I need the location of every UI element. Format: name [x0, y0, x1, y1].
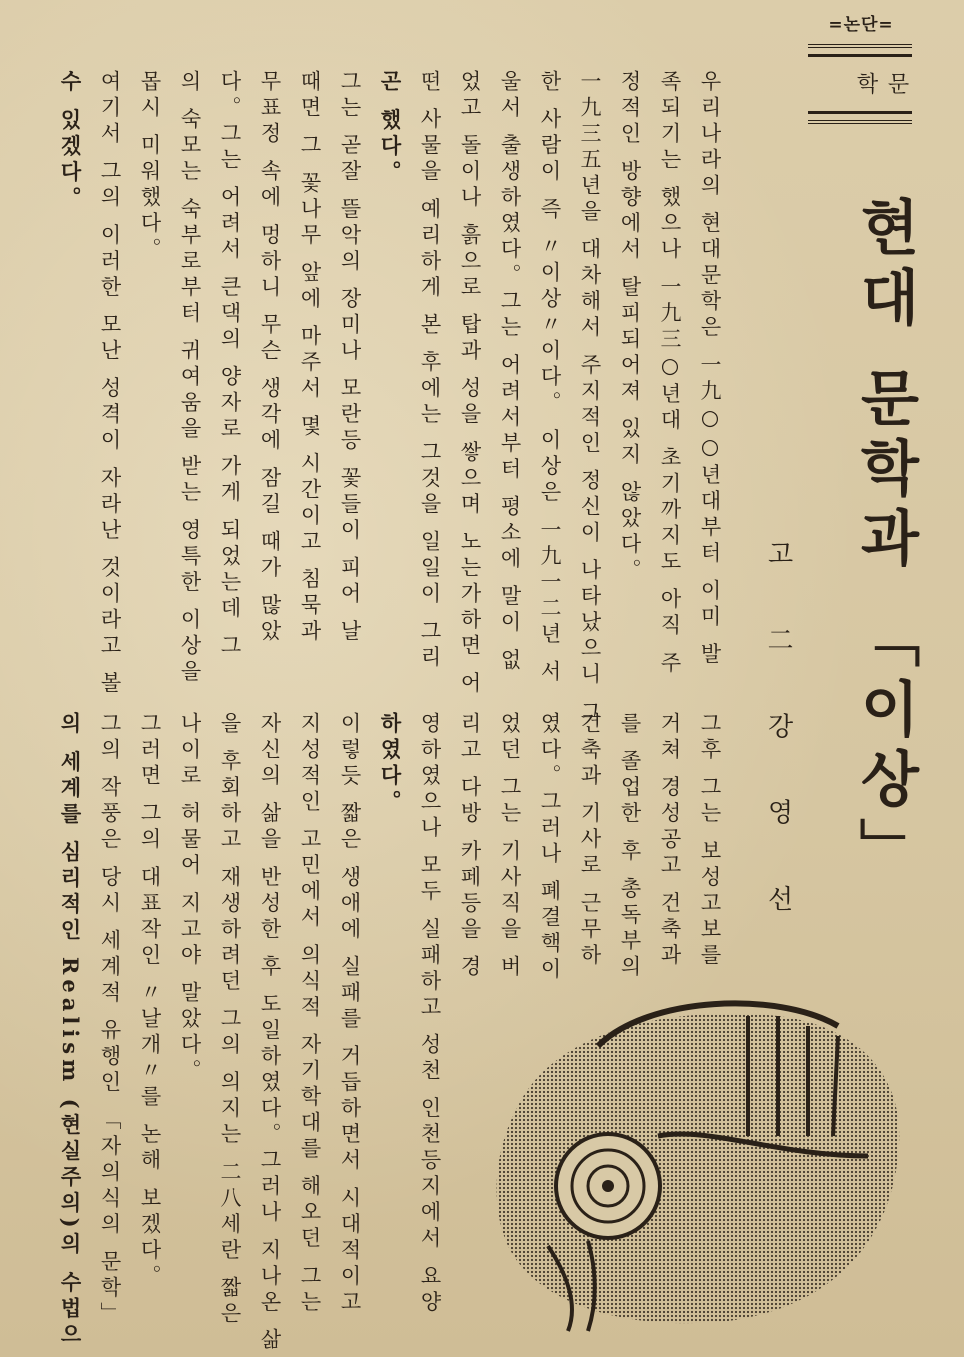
body-column: 무표정 속에 멍하니 무슨 생각에 잠길 때가 많았	[258, 70, 282, 646]
body-column: 었던 그는 기사직을 버	[498, 712, 522, 982]
body-column: 를 졸업한 후 총독부의	[618, 712, 642, 982]
article-author: 고 二 강 영 선	[763, 540, 793, 938]
body-column: 곤 했다。	[378, 70, 403, 187]
body-column: 리고 다방 카페등을 경	[458, 712, 482, 982]
body-column: 거쳐 경성공고 건축과	[658, 712, 682, 970]
body-column: 一九三五년을 대차해서 주지적인 정신이 나타났으니 그	[578, 70, 602, 727]
section-label: 문학	[853, 72, 909, 108]
body-column: 을 후회하고 재생하려던 그의 의지는 二八세란 짧은	[218, 712, 242, 1329]
body-column: 정적인 방향에서 탈피되어져 있지 않았다。	[618, 70, 642, 585]
section-box	[808, 44, 912, 124]
body-column: 하였다。	[378, 712, 403, 816]
body-column: 여기서 그의 이러한 모난 성격이 자라난 것이라고 볼	[98, 70, 122, 698]
body-column: 의 세계를 심리적인 Realism (현실주의)의 수법으	[58, 712, 83, 1349]
body-column: 울서 출생하였다。그는 어려서부터 평소에 말이 없	[498, 70, 522, 675]
body-column: 나이로 허물어 지고야 말았다。	[178, 712, 202, 1086]
body-column: 그의 작풍은 당시 세계적 유행인 「자의식의 문학」	[98, 712, 122, 1329]
article-title: 현대 문학과 「이상」	[850, 196, 920, 888]
abstract-illustration	[478, 986, 918, 1336]
body-column: 었고 돌이나 흙으로 탑과 성을 쌓으며 노는가하면 어	[458, 70, 482, 698]
body-column: 다。그는 어려서 큰댁의 양자로 가게 되었는데 그	[218, 70, 242, 661]
body-column: 자신의 삶을 반성한 후 도일하였다。그러나 지나온 삶	[258, 712, 282, 1355]
body-column: 그후 그는 보성고보를	[698, 712, 722, 970]
body-column: 그러면 그의 대표작인 〃날개〃를 논해 보겠다。	[138, 712, 162, 1291]
body-column: 우리나라의 현대문학은 一九○○년대부터 이미 발	[698, 70, 722, 669]
body-column: 족되기는 했으나 一九三○년대 초기까지도 아직 주	[658, 70, 682, 678]
body-column: 건축과 기사로 근무하	[578, 712, 602, 970]
body-column: 이렇듯 짧은 생애에 실패를 거듭하면서 시대적이고	[338, 712, 362, 1317]
body-column: 때면 그 꽃나무 앞에 마주서 몇 시간이고 침묵과	[298, 70, 322, 646]
body-column: 몹시 미워했다。	[138, 70, 162, 264]
body-column: 의 숙모는 숙부로부터 귀여움을 받는 영특한 이상을	[178, 70, 202, 687]
body-column: 떤 사물을 예리하게 본 후에는 그것을 일일이 그리	[418, 70, 442, 672]
section-tag: =논단=	[828, 15, 894, 35]
body-column: 한 사람이 즉 〃이상〃이다。 이상은 一九一二년 서	[538, 70, 562, 687]
body-column: 였다。그러나 폐결핵이	[538, 712, 562, 984]
body-column: 그는 곧잘 뜰악의 장미나 모란등 꽃들이 피어 날	[338, 70, 362, 646]
body-column: 영하였으나 모두 실패하고 성천 인천등지에서 요양	[418, 712, 442, 1317]
body-column: 지성적인 고민에서 의식적 자기학대를 해오던 그는	[298, 712, 322, 1317]
body-column: 수 있겠다。	[58, 70, 83, 213]
